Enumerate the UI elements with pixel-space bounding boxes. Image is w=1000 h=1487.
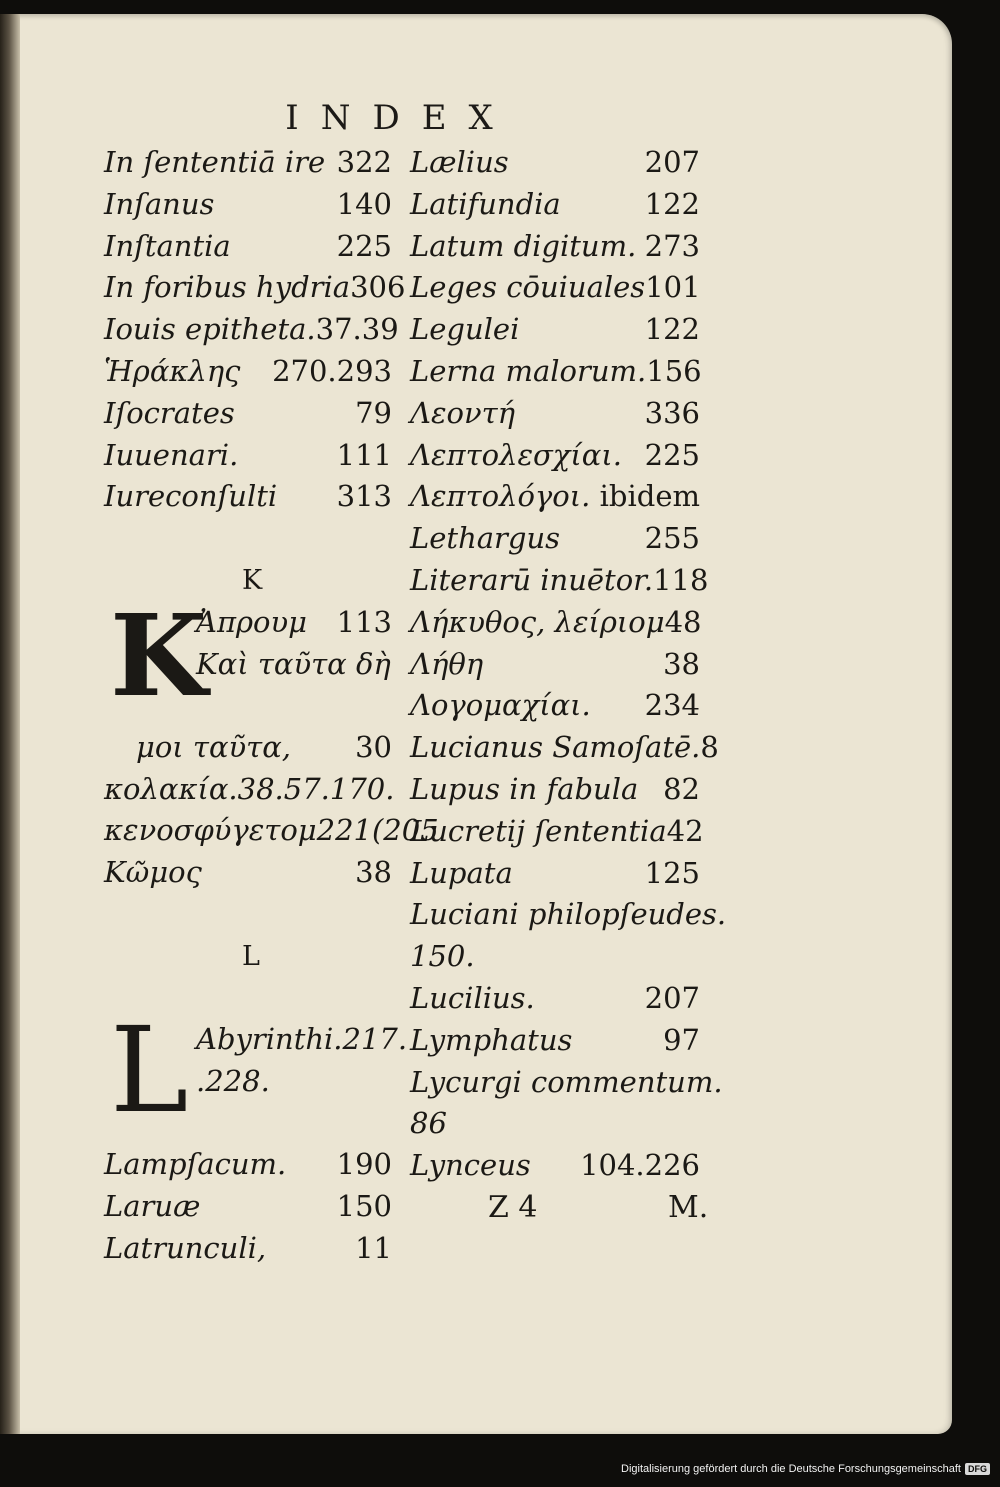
index-term: Literarū inuētor. — [410, 562, 654, 597]
index-term: Lucilius. — [410, 980, 535, 1015]
index-entry — [410, 435, 700, 477]
index-entry — [410, 1145, 700, 1187]
page-reference: 8 — [700, 730, 719, 765]
page-reference: 306 — [350, 270, 406, 305]
page-reference: 273 — [644, 228, 700, 263]
page-reference: 42 — [666, 813, 704, 848]
dropcap-k: K — [110, 590, 208, 722]
index-term: .228. — [196, 1064, 270, 1099]
index-term: Lampſacum. — [104, 1147, 287, 1182]
dropcap-block-k — [104, 590, 392, 727]
page-reference: 336 — [644, 395, 700, 430]
index-term: Abyrinthi.217. — [196, 1022, 408, 1057]
book-gutter — [0, 14, 20, 1434]
index-term: Κῶμος — [104, 855, 202, 890]
index-entry — [410, 1062, 723, 1104]
page-reference: 118 — [653, 562, 709, 597]
index-term: Inſanus — [104, 186, 215, 221]
spacer — [104, 518, 392, 560]
index-term: Λήκυθος, λείριομ — [410, 604, 665, 639]
page-reference: 11 — [355, 1230, 392, 1265]
dfg-logo: DFG — [965, 1463, 990, 1475]
index-term: Iſocrates — [104, 395, 235, 430]
index-entry — [104, 1144, 392, 1186]
page-reference: 38 — [355, 855, 392, 890]
page-reference: 97 — [663, 1022, 700, 1057]
page-reference: 207 — [644, 980, 700, 1015]
page-reference: 270.293 — [272, 353, 392, 388]
index-entry — [410, 184, 700, 226]
page-reference: 48 — [664, 604, 702, 639]
index-term: Λεοντή — [410, 395, 516, 430]
index-term: Lælius — [410, 145, 509, 179]
index-entry — [410, 727, 719, 769]
index-term: Laruæ — [104, 1189, 201, 1224]
page-reference: 104.226 — [580, 1148, 700, 1183]
running-head: INDEX — [285, 98, 515, 138]
index-entry — [410, 560, 709, 602]
index-term: Legulei — [410, 312, 520, 347]
page-reference: 122 — [644, 312, 700, 347]
page-reference: 111 — [336, 437, 392, 472]
index-term: Ἀπρουμ — [196, 604, 307, 639]
index-entry — [104, 393, 392, 435]
catchword: M. — [668, 1190, 709, 1225]
page-reference: 234 — [644, 688, 700, 723]
index-term: Lerna malorum. — [410, 353, 647, 388]
page-reference: 125 — [644, 855, 700, 890]
section-letter-l: L — [242, 940, 260, 972]
index-entry — [104, 184, 392, 226]
index-entry — [410, 685, 700, 727]
index-entry — [104, 852, 392, 894]
digitization-credit — [621, 1463, 990, 1475]
page-reference: 313 — [336, 479, 392, 514]
section-letter-k: K — [242, 564, 263, 596]
index-entry — [104, 476, 392, 518]
index-entry — [410, 476, 700, 518]
index-entry — [104, 309, 399, 351]
right-column — [410, 142, 727, 1187]
index-entry — [410, 1020, 700, 1062]
signature-mark: Z 4 — [488, 1190, 538, 1225]
signature-line — [410, 1190, 710, 1230]
index-term: Λογομαχίαι. — [410, 688, 591, 723]
dropcap-lines-k — [196, 602, 392, 686]
page-reference: 122 — [644, 186, 700, 221]
index-entry — [410, 602, 700, 644]
index-entry — [410, 309, 700, 351]
index-term: Lupus in fabula — [410, 771, 639, 806]
page-reference: 82 — [663, 771, 700, 806]
dropcap-block-l — [104, 1001, 408, 1144]
index-term: Λεπτολόγοι. — [410, 479, 591, 514]
index-term: κολακία.38.57.170. — [104, 771, 395, 806]
page-reference: 156 — [646, 353, 702, 388]
index-entry — [410, 351, 700, 393]
section-l-entries — [104, 1144, 392, 1269]
index-term: κενοσφύγετομ221(205 — [104, 813, 439, 848]
index-entry — [104, 1228, 392, 1270]
page-reference: 101 — [645, 270, 701, 305]
page-reference: 190 — [336, 1147, 392, 1182]
page-reference: 37.39 — [315, 312, 399, 347]
page-reference: 113 — [336, 604, 392, 639]
index-term: Lucretij ſententia — [410, 813, 667, 848]
index-term: Latrunculi, — [104, 1230, 267, 1265]
page-reference: 150 — [336, 1189, 392, 1224]
index-term: In ſententiā ire — [104, 145, 326, 179]
index-term: μοι ταῦτα, — [136, 729, 291, 764]
index-entry — [410, 518, 700, 560]
page-reference: 255 — [644, 521, 700, 556]
index-entry — [104, 769, 395, 811]
index-term: Lycurgi commentum. — [410, 1064, 723, 1099]
page-reference: 79 — [355, 395, 392, 430]
dropcap-l: L — [110, 1001, 189, 1140]
index-term: Latum digitum. — [410, 228, 637, 263]
index-entry — [410, 393, 700, 435]
page-reference: 140 — [336, 186, 392, 221]
index-term: 150. — [410, 939, 475, 974]
page-reference: 30 — [355, 729, 392, 764]
spacer — [104, 894, 392, 936]
index-term: Inſtantia — [104, 228, 231, 263]
index-entry — [410, 811, 704, 853]
index-term: Lymphatus — [410, 1022, 573, 1057]
index-entry — [410, 142, 700, 184]
index-entry — [104, 267, 406, 309]
credit-text: Digitalisierung gefördert durch die Deutsche Forschungsgemeinschaft — [621, 1463, 961, 1475]
index-term: Λεπτολεσχίαι. — [410, 437, 622, 472]
index-entry — [104, 810, 439, 852]
index-entry — [410, 769, 700, 811]
index-entry — [196, 644, 392, 686]
index-entry — [410, 644, 700, 686]
index-term: Lynceus — [410, 1148, 531, 1183]
index-term: 86 — [410, 1106, 447, 1141]
index-entry — [104, 226, 392, 268]
index-entry — [410, 226, 700, 268]
index-entry — [104, 142, 392, 184]
index-term: In foribus hydria — [104, 270, 351, 305]
index-term: Καὶ ταῦτα δὴ — [196, 646, 391, 681]
page-reference: ibidem — [599, 479, 700, 514]
index-term: Lupata — [410, 855, 513, 890]
index-entry — [104, 435, 392, 477]
index-entry — [410, 978, 700, 1020]
index-term: Λήθη — [410, 646, 484, 681]
section-k-entries — [104, 727, 439, 894]
index-entry — [104, 351, 392, 393]
index-term: Luciani philopſeudes. — [410, 897, 727, 932]
dropcap-lines-l — [196, 1019, 408, 1103]
index-entry — [196, 1019, 408, 1061]
index-term: Leges cōuiuales — [410, 270, 646, 305]
index-term: Ἡράκλης — [104, 353, 241, 388]
index-entry — [196, 602, 392, 644]
index-entry — [104, 727, 392, 769]
index-term: Lucianus Samoſatē. — [410, 730, 701, 765]
page-reference: 322 — [336, 145, 392, 179]
index-term: Latifundia — [410, 186, 561, 221]
index-entry — [410, 1103, 700, 1145]
index-entry — [410, 936, 700, 978]
page-reference: 225 — [336, 228, 392, 263]
index-entry — [104, 1186, 392, 1228]
index-entry — [410, 267, 700, 309]
page-reference: 207 — [644, 145, 700, 179]
index-term: Iouis epitheta. — [104, 312, 316, 347]
index-term: Iureconſulti — [104, 479, 278, 514]
page-reference: 225 — [644, 437, 700, 472]
page-reference: 38 — [663, 646, 700, 681]
index-entry — [410, 853, 700, 895]
left-entries — [104, 142, 406, 518]
index-term: Iuuenari. — [104, 437, 239, 472]
index-entry — [410, 894, 727, 936]
index-entry — [196, 1061, 392, 1103]
index-term: Lethargus — [410, 521, 561, 556]
